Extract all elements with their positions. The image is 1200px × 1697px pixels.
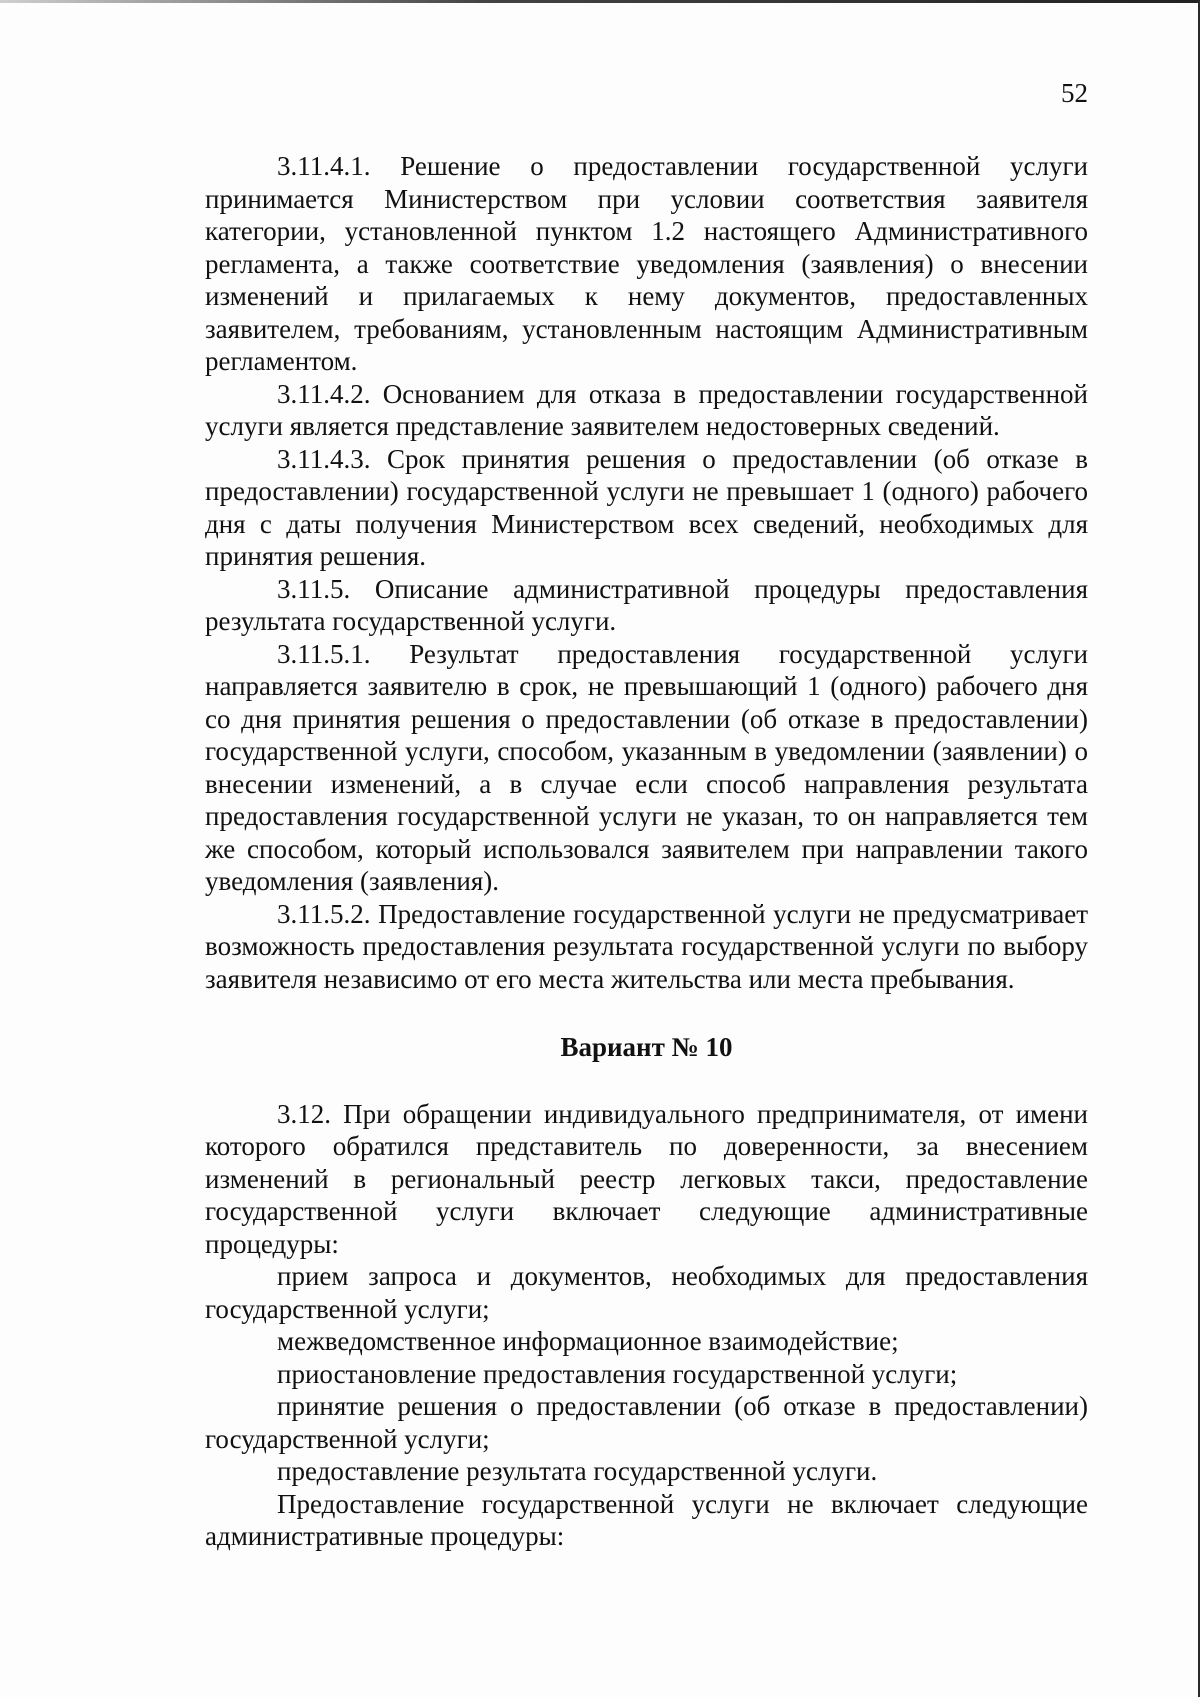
- page-number: 52: [1061, 78, 1088, 108]
- paragraph-3-12: 3.12. При обращении индивидуального предпринимателя, от имени которого обратился представитель по доверенности, за внесением изменений в региональный реестр легковых такси, предоставление государственной услуги включает следующие административные процедуры:: [205, 1098, 1088, 1259]
- paragraph-3-11-5: 3.11.5. Описание административной процедуры предоставления результата государственной услуги.: [205, 573, 1088, 636]
- procedure-item: принятие решения о предоставлении (об отказе в предоставлении) государственной услуги;: [205, 1391, 1088, 1454]
- procedure-item: приостановление предоставления государственной услуги;: [277, 1358, 958, 1389]
- document-body: [205, 150, 1088, 1553]
- procedure-item: прием запроса и документов, необходимых для предоставления государственной услуги;: [205, 1261, 1088, 1324]
- paragraph-excluded-procedures: Предоставление государственной услуги не включает следующие административные процедуры:: [205, 1488, 1088, 1551]
- paragraph-3-11-4-1: 3.11.4.1. Решение о предоставлении государственной услуги принимается Министерством при условии соответствия заявителя категории, установленной пунктом 1.2 настоящего Административного регламента, а также соответствие уведомления (заявления) о внесении изменений и прилагаемых к нему документов, предоставленных заявителем, требованиям, установленным настоящим Административным регламентом.: [205, 151, 1088, 376]
- scan-edge-top: [0, 0, 1200, 3]
- paragraph-3-11-4-2: 3.11.4.2. Основанием для отказа в предоставлении государственной услуги является представление заявителем недостоверных сведений.: [205, 378, 1088, 441]
- section-heading: Вариант № 10: [560, 1032, 733, 1062]
- paragraph-3-11-5-2: 3.11.5.2. Предоставление государственной услуги не предусматривает возможность предоставления результата государственной услуги по выбору заявителя независимо от его места жительства или места пребывания.: [205, 898, 1088, 994]
- procedure-item: предоставление результата государственной услуги.: [277, 1456, 878, 1486]
- paragraph-3-11-5-1: 3.11.5.1. Результат предоставления государственной услуги направляется заявителю в срок, не превышающий 1 (одного) рабочего дня со дня принятия решения о предоставлении (об отказе в предоставлении) государственной услуги, способом, указанным в уведомлении (заявлении) о внесении изменений, а в случае если способ направления результата предоставления государственной услуги не указан, то он направляется тем же способом, который использовался заявителем при направлении такого уведомления (заявления).: [205, 638, 1088, 896]
- paragraph-3-11-4-3: 3.11.4.3. Срок принятия решения о предоставлении (об отказе в предоставлении) государственной услуги не превышает 1 (одного) рабочего дня с даты получения Министерством всех сведений, необходимых для принятия решения.: [205, 443, 1088, 571]
- procedure-item: межведомственное информационное взаимодействие;: [277, 1326, 899, 1356]
